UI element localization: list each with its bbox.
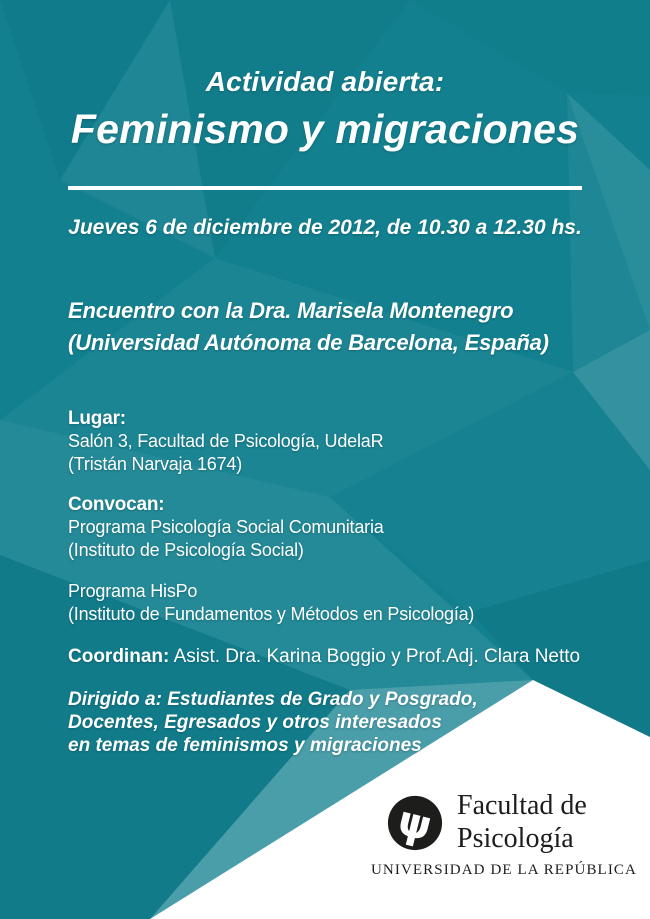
organizers-line-3: Programa HisPo — [68, 581, 198, 601]
coordination-block — [68, 646, 580, 668]
university-name: UNIVERSIDAD DE LA REPÚBLICA — [371, 862, 637, 878]
location-block — [68, 407, 383, 476]
psi-icon — [386, 794, 444, 852]
title-divider-rule — [68, 186, 582, 190]
organizers-line-4: (Instituto de Fundamentos y Métodos en Psicología) — [68, 604, 475, 624]
organizers-line-2: (Instituto de Psicología Social) — [68, 540, 304, 560]
psi-glyph: ψ — [393, 795, 437, 851]
audience-line-1: Dirigido a: Estudiantes de Grado y Posgrado, — [68, 689, 478, 710]
poster-subtitle: Actividad abierta: — [205, 66, 445, 97]
faculty-logo-name — [457, 789, 587, 855]
organizers-spacer — [68, 562, 474, 580]
organizers-label: Convocan: — [68, 494, 165, 515]
organizers-line-1: Programa Psicología Social Comunitaria — [68, 517, 384, 537]
organizers-block — [68, 493, 474, 626]
event-date: Jueves 6 de diciembre de 2012, de 10.30 a 12.30 hs. — [68, 216, 582, 239]
location-line-1: Salón 3, Facultad de Psicología, UdelaR — [68, 431, 384, 451]
poster-title: Feminismo y migraciones — [70, 106, 580, 152]
faculty-name-line-1: Facultad de — [457, 790, 587, 821]
speaker-line-1: Encuentro con la Dra. Marisela Montenegro — [68, 298, 514, 323]
audience-line-2: Docentes, Egresados y otros interesados — [68, 712, 442, 733]
audience-block — [68, 688, 478, 757]
location-label: Lugar: — [68, 408, 126, 429]
audience-line-3: en temas de feminismos y migraciones — [68, 735, 422, 756]
coordination-label: Coordinan: — [68, 646, 170, 667]
coordination-text: Asist. Dra. Karina Boggio y Prof.Adj. Clara Netto — [173, 646, 581, 667]
speaker-line-2: (Universidad Autónoma de Barcelona, España) — [68, 330, 549, 355]
faculty-name-line-2: Psicología — [457, 823, 574, 854]
speaker-info — [68, 295, 549, 359]
location-line-2: (Tristán Narvaja 1674) — [68, 454, 243, 474]
